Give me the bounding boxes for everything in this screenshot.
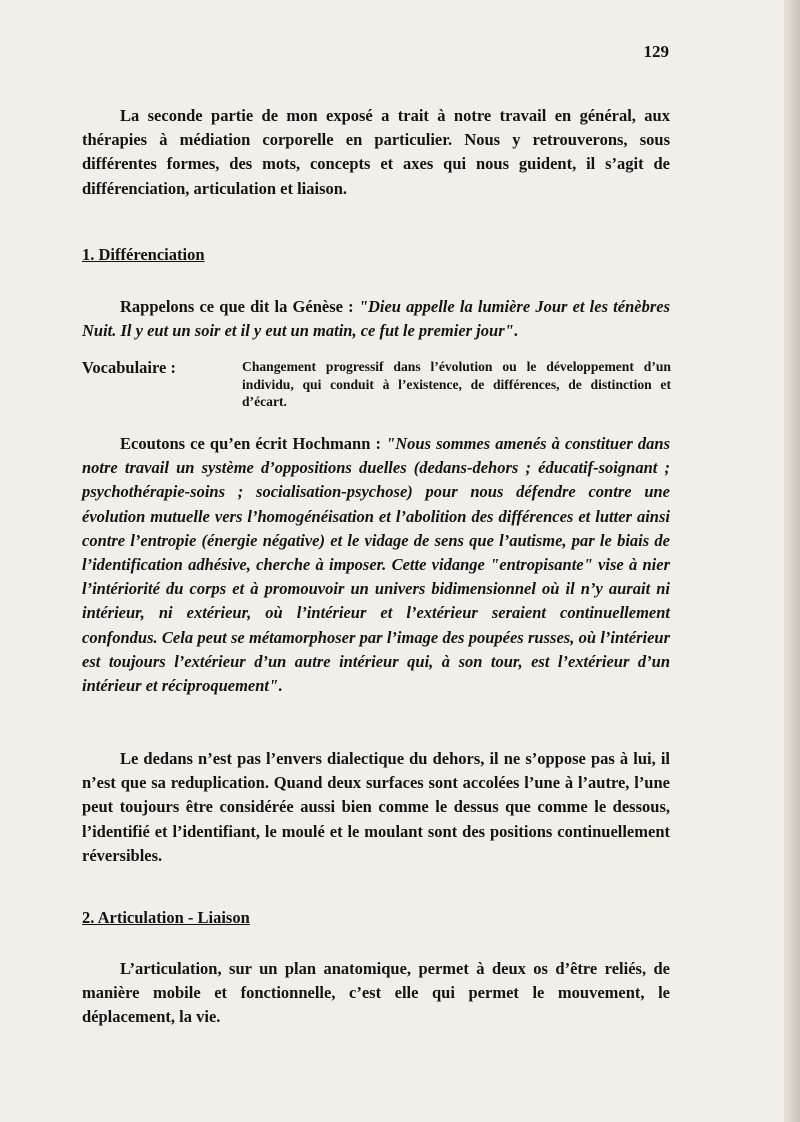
- page-number: 129: [643, 42, 669, 61]
- hochmann-end: .: [278, 676, 283, 696]
- hochmann-quote: "Nous sommes amenés à constituer dans notre travail un système d’oppositions duelles (dedans-dehors ; éducatif-soignant ; psychothérapie-soins ; socialisation-psychose) pour nous défendre contre une évolution mutuelle vers l’homogénéisation et l’abolition des différences et lutter ainsi contre l’entropie (énergie négative) et le vidage de sens que l’autisme, par le biais de l’identification adhésive, cherche à imposer. Cette vidange "entropisante" vise à nier l’intériorité du corps et à promouvoir un univers bidimensionnel où il n’y aurait ni intérieur, ni extérieur, où l’intérieur et l’extérieur seraient continuellement confondus. Cela peut se métamorphoser par l’image des poupées russes, où l’intérieur est toujours l’extérieur d’un autre intérieur qui, à son tour, est l’extérieur d’un intérieur et réciproquement": [82, 434, 670, 696]
- genesis-quote: "Dieu appelle la lumière Jour et les ténèbres Nuit. Il y eut un soir et il y eut un matin, ce fut le premier jour": [82, 297, 670, 341]
- page-edge-shadow: [784, 0, 800, 1122]
- hochmann-paragraph: [82, 432, 670, 698]
- hochmann-lead: Ecoutons ce qu’en écrit: [120, 434, 293, 453]
- vocabulary-term: Vocabulaire :: [82, 358, 176, 377]
- hochmann-author: Hochmann: [292, 434, 371, 453]
- genesis-paragraph: [82, 295, 670, 343]
- genesis-end: .: [513, 321, 518, 341]
- dedans-paragraph: Le dedans n’est pas l’envers dialectique du dehors, il ne s’oppose pas à lui, il n’est que sa reduplication. Quand deux surfaces sont accolées l’une à l’autre, l’une peut toujours être considérée aussi bien comme le dessus que comme le dessous, l’identifié et l’identifiant, le moulé et le moulant sont des positions continuellement réversibles.: [82, 749, 670, 865]
- articulation-paragraph: L’articulation, sur un plan anatomique, permet à deux os d’être reliés, de manière mobile et fonctionnelle, c’est elle qui permet le mouvement, le déplacement, la vie.: [82, 959, 670, 1027]
- section-heading-differenciation: 1. Différenciation: [82, 245, 205, 264]
- vocabulary-definition: Changement progressif dans l’évolution ou le développement d’un individu, qui conduit à l’existence, de différences, de distinction et d’écart.: [242, 359, 671, 409]
- hochmann-separator: :: [370, 434, 387, 453]
- section-heading-articulation: 2. Articulation - Liaison: [82, 908, 250, 927]
- genesis-lead: Rappelons ce que dit la Génèse :: [120, 297, 359, 316]
- intro-paragraph: La seconde partie de mon exposé a trait à notre travail en général, aux thérapies à médiation corporelle en particulier. Nous y retrouverons, sous différentes formes, des mots, concepts et axes qui nous guident, il s’agit de différenciation, articulation et liaison.: [82, 106, 670, 198]
